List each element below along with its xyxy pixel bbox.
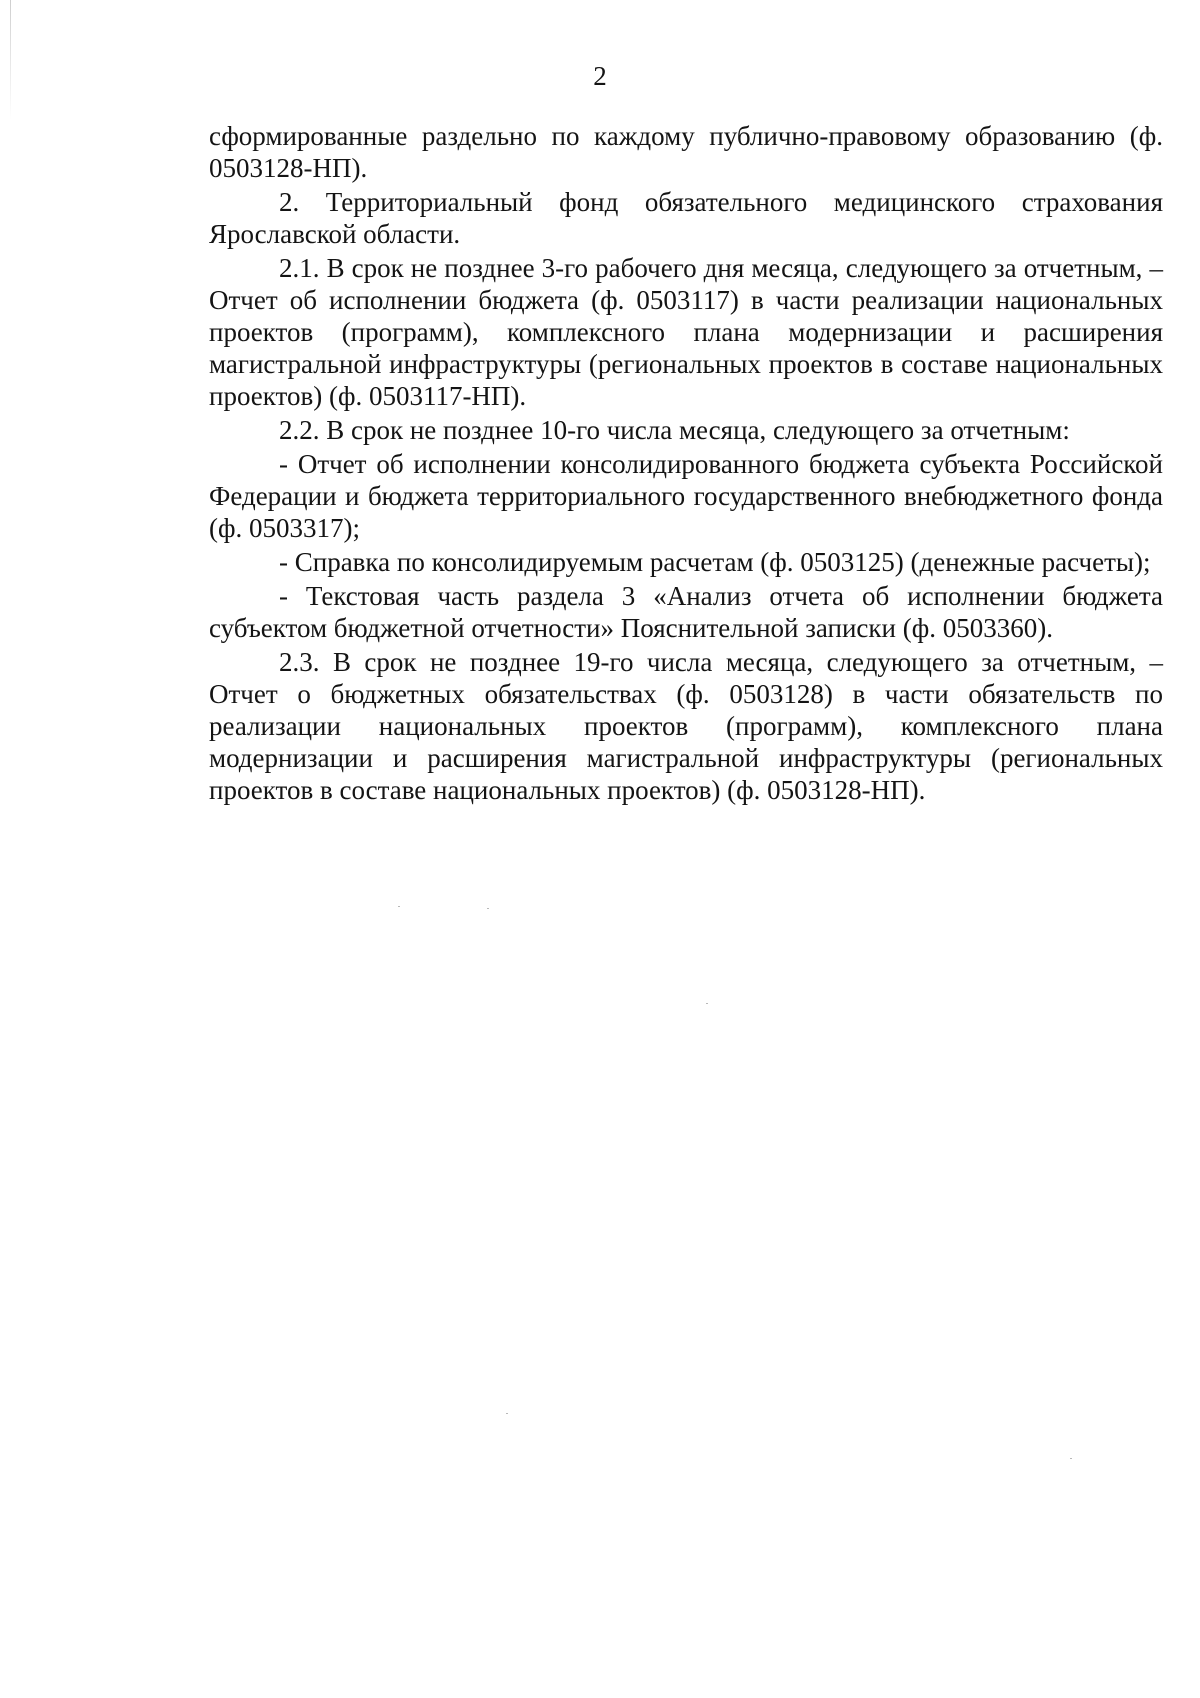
page-number: 2: [593, 61, 607, 91]
scan-speck: [1070, 1458, 1072, 1459]
scan-speck: [487, 908, 489, 909]
document-body: [209, 120, 1163, 808]
list-item-consolidated-budget-report: - Отчет об исполнении консолидированного бюджета субъекта Российской Федерации и бюджета территориального государственного внебюджетного фонда (ф. 0503317);: [209, 449, 1163, 543]
paragraph-continuation: сформированные раздельно по каждому публично-правовому образованию (ф. 0503128-НП).: [209, 121, 1163, 183]
scan-speck: [398, 906, 400, 907]
list-item-explanatory-note: - Текстовая часть раздела 3 «Анализ отчета об исполнении бюджета субъектом бюджетной отчетности» Пояснительной записки (ф. 0503360).: [209, 581, 1163, 643]
list-item-consolidated-settlements: - Справка по консолидируемым расчетам (ф. 0503125) (денежные расчеты);: [279, 547, 1151, 577]
paragraph-section-2-1: 2.1. В срок не позднее 3-го рабочего дня месяца, следующего за отчетным, – Отчет об исполнении бюджета (ф. 0503117) в части реализации национальных проектов (программ), комплексного плана модернизации и расширения магистральной инфраструктуры (региональных проектов в составе национальных проектов) (ф. 0503117-НП).: [209, 253, 1163, 411]
paragraph-section-2-2: 2.2. В срок не позднее 10-го числа месяца, следующего за отчетным:: [279, 415, 1070, 445]
scan-speck: [506, 1413, 508, 1414]
scan-speck: [706, 1003, 708, 1004]
paragraph-section-2: 2. Территориальный фонд обязательного медицинского страхования Ярославской области.: [209, 187, 1163, 249]
paragraph-section-2-3: 2.3. В срок не позднее 19-го числа месяца, следующего за отчетным, – Отчет о бюджетных обязательствах (ф. 0503128) в части обязательств по реализации национальных проектов (программ), комплексного плана модернизации и расширения магистральной инфраструктуры (региональных проектов в составе национальных проектов) (ф. 0503128-НП).: [209, 647, 1163, 805]
